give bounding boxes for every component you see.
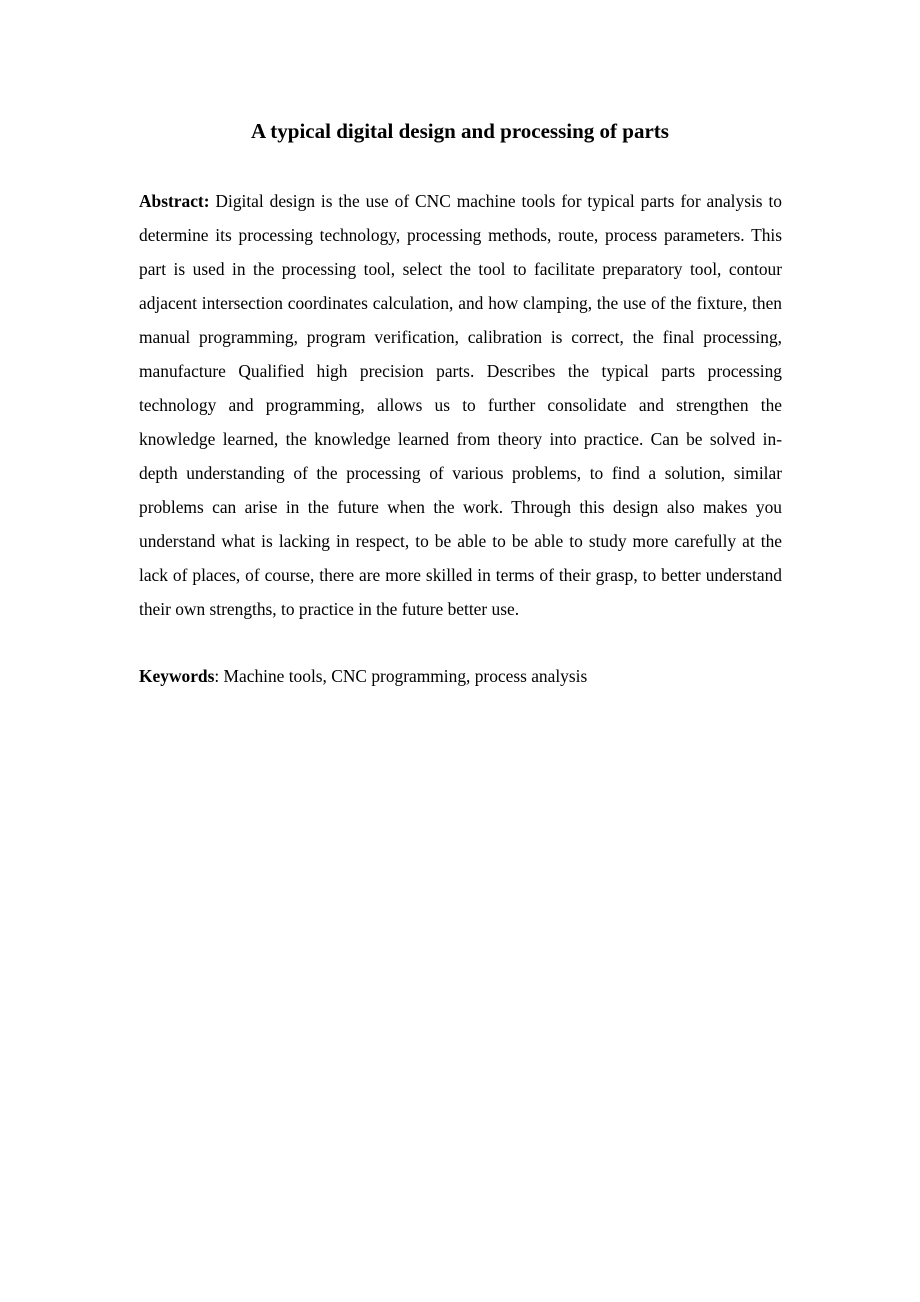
- abstract-paragraph: [139, 184, 782, 626]
- keywords-label: Keywords: [139, 666, 215, 686]
- document-title: A typical digital design and processing of parts: [251, 119, 669, 143]
- abstract-text: Digital design is the use of CNC machine tools for typical parts for analysis to determine its processing technology, processing methods, route, process parameters. This part is used in the processing tool, select the tool to facilitate preparatory tool, contour adjacent intersection coordinates calculation, and how clamping, the use of the fixture, then manual programming, program verification, calibration is correct, the final processing, manufacture Qualified high precision parts. Describes the typical parts processing technology and programming, allows us to further consolidate and strengthen the knowledge learned, the knowledge learned from theory into practice. Can be solved in-depth understanding of the processing of various problems, to find a solution, similar problems can arise in the future when the work. Through this design also makes you understand what is lacking in respect, to be able to be able to study more carefully at the lack of places, of course, there are more skilled in terms of their grasp, to better understand their own strengths, to practice in the future better use.: [139, 191, 782, 619]
- abstract-label: Abstract:: [139, 191, 210, 211]
- keywords-paragraph: [139, 659, 782, 693]
- keywords-text: : Machine tools, CNC programming, process analysis: [214, 666, 588, 686]
